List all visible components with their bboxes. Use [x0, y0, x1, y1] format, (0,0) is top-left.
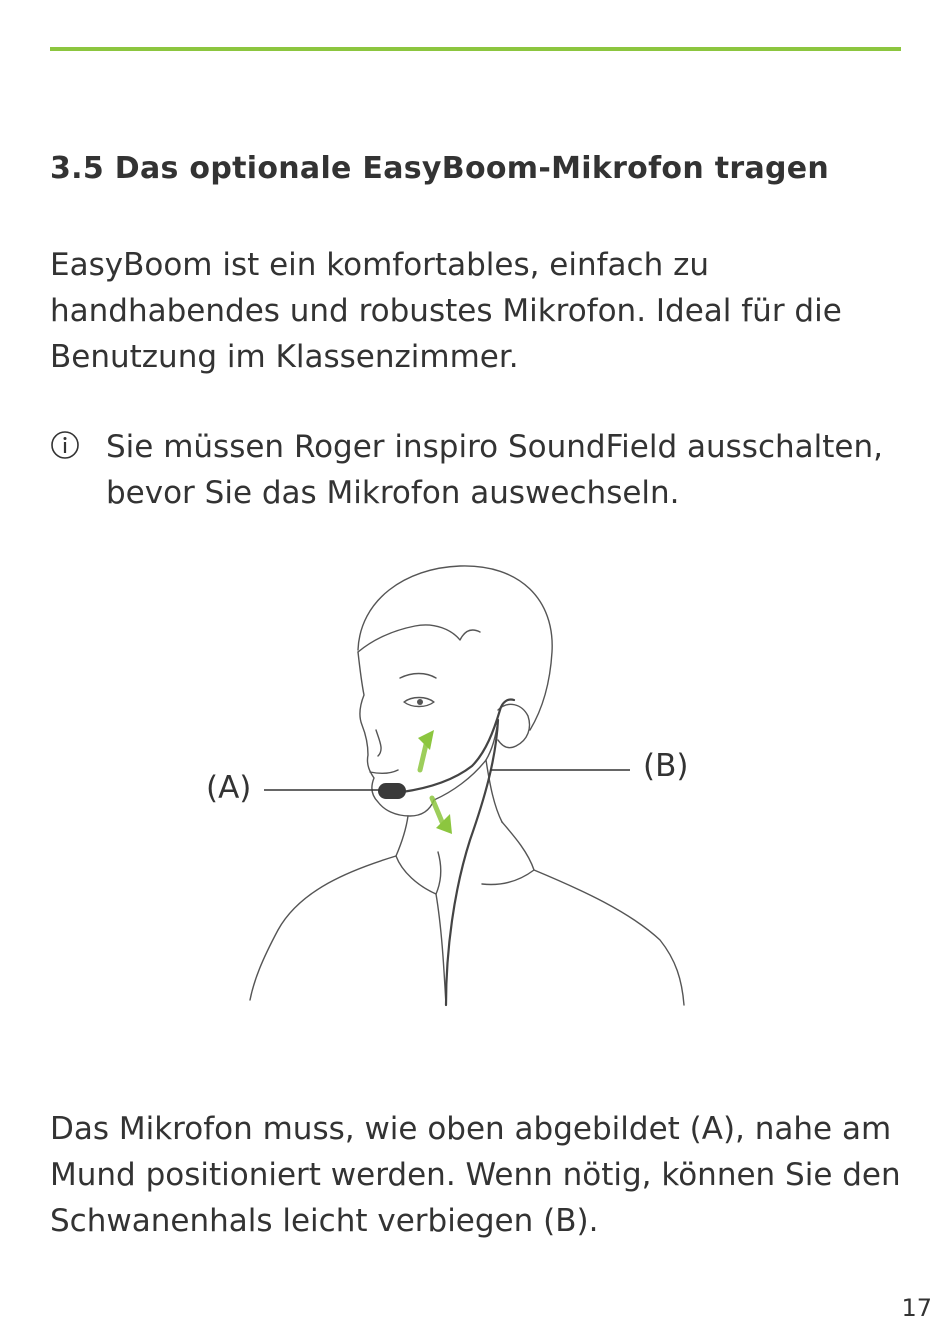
label-b: (B)	[643, 748, 689, 784]
section-heading: 3.5 Das optionale EasyBoom-Mikrofon tragen	[50, 151, 830, 186]
intro-paragraph: EasyBoom ist ein komfortables, einfach zu handhabendes und robustes Mikrofon. Ideal für die Benutzung im Klassenzimmer.	[50, 247, 842, 375]
collar-left	[396, 852, 441, 894]
info-icon	[50, 430, 80, 460]
page-number: 17	[901, 1294, 932, 1322]
jaw-line	[434, 720, 498, 800]
microphone-capsule	[378, 783, 406, 799]
head-outline	[358, 566, 552, 730]
hairline	[358, 625, 480, 652]
boom-arm	[402, 699, 514, 792]
label-a: (A)	[206, 770, 252, 806]
ear	[498, 704, 530, 747]
top-accent-rule	[50, 47, 901, 51]
neck-left	[396, 816, 408, 856]
note-text: Sie müssen Roger inspiro SoundField ausschalten, bevor Sie das Mikrofon auswechseln.	[106, 429, 883, 511]
brow	[400, 674, 436, 679]
shoulder-right	[534, 870, 684, 1005]
body-paragraph: Das Mikrofon muss, wie oben abgebildet (A), nahe am Mund positioniert werden. Wenn nötig, können Sie den Schwanenhals leicht verbiegen (B).	[50, 1111, 901, 1239]
collar-right	[482, 822, 534, 884]
mouth	[370, 770, 398, 773]
neck-right	[486, 760, 502, 822]
easyboom-illustration	[190, 560, 710, 1010]
shoulder-left	[250, 856, 396, 1000]
nose	[376, 730, 381, 756]
adjust-arrows	[418, 730, 452, 834]
placket	[436, 894, 446, 1005]
cable	[446, 720, 498, 1005]
